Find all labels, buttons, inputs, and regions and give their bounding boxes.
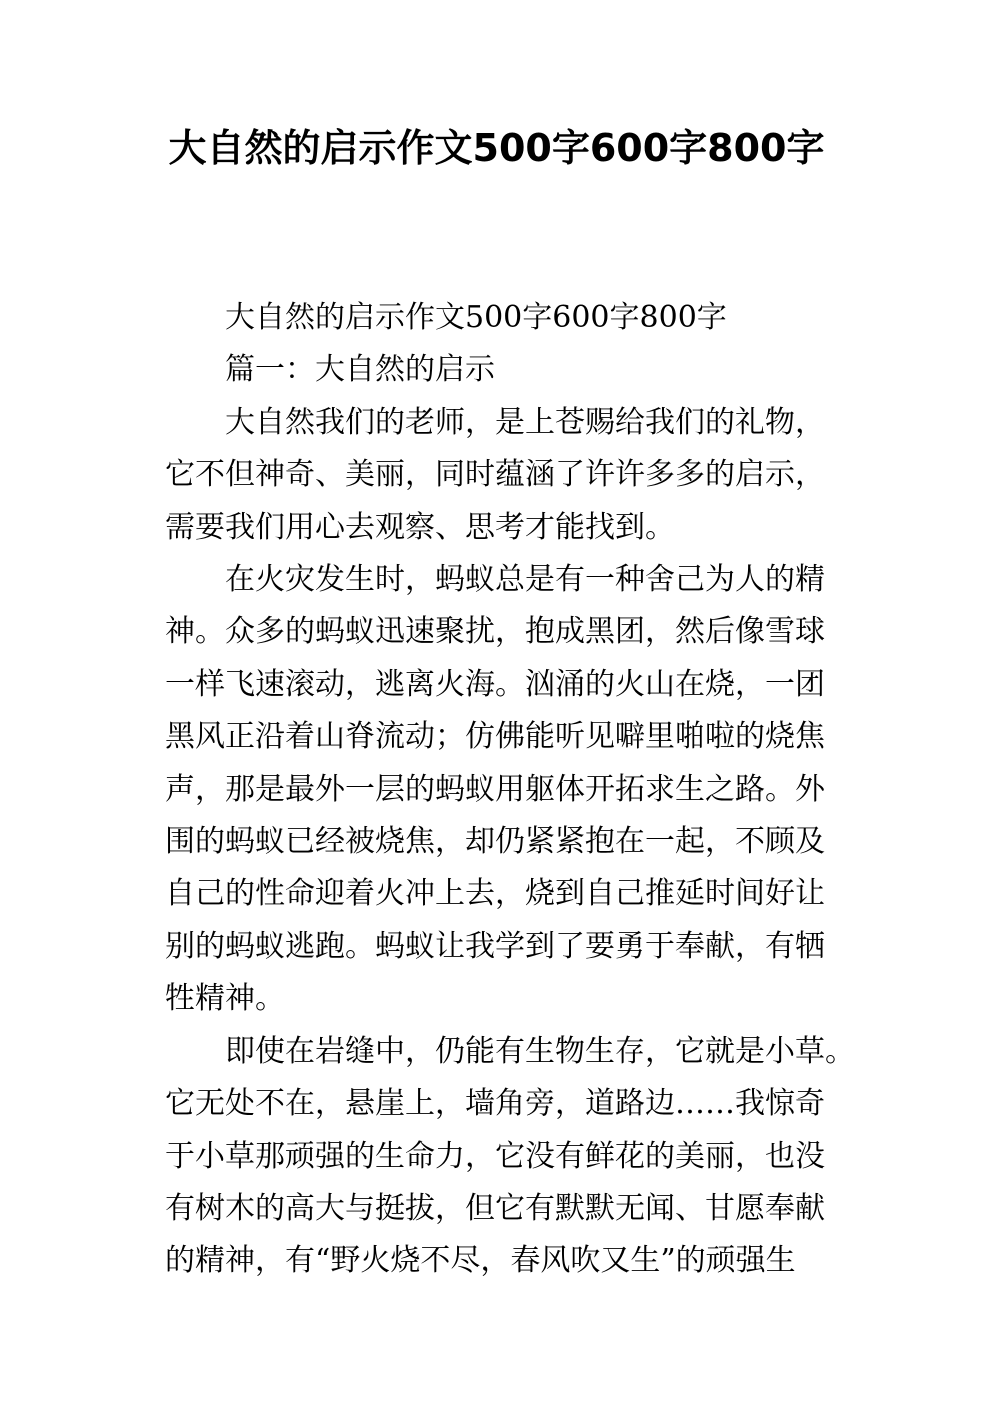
document-body: [165, 292, 855, 1288]
paragraph-section-title: 篇一：大自然的启示: [225, 352, 495, 388]
paragraph-intro: 大自然我们的老师，是上苍赐给我们的礼物， 它不但神奇、美丽，同时蕴涵了许许多多的启示， 需要我们用心去观察、思考才能找到。: [165, 404, 825, 545]
document-title: 大自然的启示作文500字600字800字: [168, 126, 825, 170]
paragraph-ants: 在火灾发生时，蚂蚁总是有一种舍己为人的精 神。众多的蚂蚁迅速聚扰，抱成黑团，然后像雪球 一样飞速滚动，逃离火海。汹涌的火山在烧，一团 黑风正沿着山脊流动；仿佛能听见噼里啪啦的烧焦 声，那是最外一层的蚂蚁用躯体开拓求生之路。外 围的蚂蚁已经被烧焦，却仍紧紧抱在一起，不顾及 自己的性命迎着火冲上去，烧到自己推延时间好让 别的蚂蚁逃跑。蚂蚁让我学到了要勇于奉献，有牺 牲精神。: [165, 562, 825, 1017]
paragraph-grass: 即使在岩缝中，仍能有生物生存，它就是小草。 它无处不在，悬崖上，墙角旁，道路边……我惊奇 于小草那顽强的生命力，它没有鲜花的美丽，也没 有树木的高大与挺拔，但它有默默无闻、甘愿奉献 的精神，有“野火烧不尽，春风吹又生”的顽强生: [165, 1033, 855, 1279]
paragraph-heading: 大自然的启示作文500字600字800字: [225, 300, 727, 335]
